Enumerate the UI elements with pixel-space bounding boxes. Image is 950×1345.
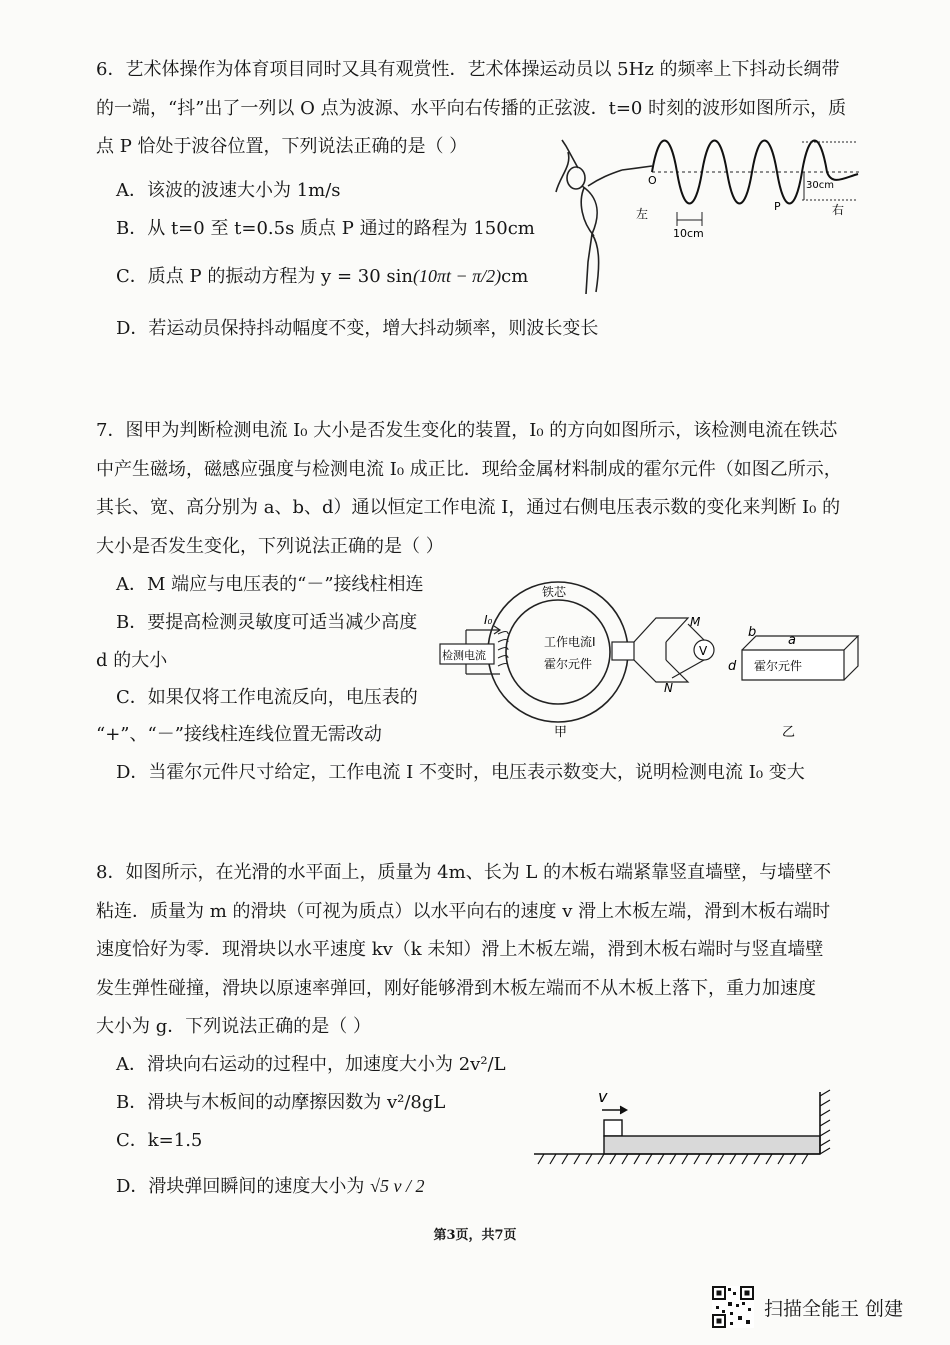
ground-hatch xyxy=(538,1154,808,1164)
label-amplitude: 30cm xyxy=(806,180,834,191)
core-inner xyxy=(506,600,610,704)
label-o: O xyxy=(648,174,657,187)
q6-line-2: 的一端，“抖”出了一列以 O 点为波源、水平向右传播的正弦波．t=0 时刻的波形如图所示，质 xyxy=(96,97,847,119)
hall-box-top xyxy=(742,636,858,650)
m-label: M xyxy=(690,615,701,629)
wall-hatch xyxy=(820,1090,830,1154)
q7-figure xyxy=(436,574,866,746)
figure-yi xyxy=(728,625,858,740)
hall-plane xyxy=(634,618,688,642)
q7-option-c: C．如果仅将工作电流反向，电压表的 xyxy=(116,687,418,708)
q7-stem xyxy=(96,412,856,566)
q7-option-b-cont: d 的大小 xyxy=(96,650,168,671)
yi-a-label: a xyxy=(788,633,796,648)
q7-option-a: A．M 端应与电压表的“－”接线柱相连 xyxy=(116,574,424,595)
q6-option-a: A．该波的波速大小为 1m/s xyxy=(116,180,341,201)
yi-b-label: b xyxy=(748,625,757,640)
q8-option-c: C．k=1.5 xyxy=(116,1130,203,1151)
q8-option-d xyxy=(116,1172,425,1198)
q8-line-3: 速度恰好为零．现滑块以水平速度 kv（k 未知）滑上木板左端，滑到木板右端时与竖直墙壁 xyxy=(96,939,824,960)
label-left: 左 xyxy=(636,207,649,221)
hall-element-small xyxy=(612,642,634,660)
q8-line-2: 粘连．质量为 m 的滑块（可视为质点）以水平向右的速度 v 滑上木板左端，滑到木板右端时 xyxy=(96,900,831,922)
work-current-label: 工作电流I xyxy=(544,635,596,649)
voltmeter-label: V xyxy=(699,644,708,658)
core-outer xyxy=(488,582,628,722)
slider-block xyxy=(604,1120,622,1136)
q7-line-2: 中产生磁场，磁感应强度与检测电流 I₀ 成正比．现给金属材料制成的霍尔元件（如图乙所示， xyxy=(96,458,842,480)
yi-hall-label: 霍尔元件 xyxy=(754,659,803,673)
q8-figure xyxy=(530,1086,852,1170)
q6-line-1: 6．艺术体操作为体育项目同时又具有观赏性．艺术体操运动员以 5Hz 的频率上下抖动长绸带 xyxy=(96,59,840,80)
label-right: 右 xyxy=(832,203,845,217)
q6-option-b: B．从 t=0 至 t=0.5s 质点 P 通过的路程为 150cm xyxy=(116,218,535,239)
detect-label: 检测电流 xyxy=(442,649,486,662)
q6-option-d: D．若运动员保持抖动幅度不变，增大抖动频率，则波长变长 xyxy=(116,318,599,339)
label-p: P xyxy=(774,200,781,213)
q7-line-3: 其长、宽、高分别为 a、b、d）通以恒定工作电流 I，通过右侧电压表示数的变化来判断 I₀ 的 xyxy=(96,497,841,518)
core-label: 铁芯 xyxy=(542,585,567,599)
figure-jia xyxy=(440,582,714,740)
n-label: N xyxy=(664,681,673,695)
q6-option-c-prefix: C．质点 P 的振动方程为 y = 30 sin xyxy=(116,266,413,287)
yi-label: 乙 xyxy=(782,725,796,740)
scanner-stamp-text: 扫描全能王 创建 xyxy=(764,1297,904,1320)
q8-line-1: 8．如图所示，在光滑的水平面上，质量为 4m、长为 L 的木板右端紧靠竖直墙壁，与墙壁不 xyxy=(96,862,832,883)
q8-option-a: A．滑块向右运动的过程中，加速度大小为 2v²/L xyxy=(116,1054,506,1075)
q8-line-5: 大小为 g．下列说法正确的是（ ） xyxy=(96,1016,371,1037)
q7-option-d: D．当霍尔元件尺寸给定，工作电流 I 不变时，电压表示数变大，说明检测电流 I₀ 变大 xyxy=(116,762,805,783)
q7-line-4: 大小是否发生变化，下列说法正确的是（ ） xyxy=(96,535,444,557)
label-wavelength: 10cm xyxy=(673,227,704,240)
i0-label: I₀ xyxy=(484,613,493,627)
q7-line-1: 7．图甲为判断检测电流 I₀ 大小是否发生变化的装置，I₀ 的方向如图所示，该检测电流在铁芯 xyxy=(96,420,838,441)
q6-option-c-formula: (10πt − π/2) xyxy=(412,266,502,286)
q8-option-b: B．滑块与木板间的动摩擦因数为 v²/8gL xyxy=(116,1092,446,1113)
q6-line-3: 点 P 恰处于波谷位置，下列说法正确的是（ ） xyxy=(96,136,468,157)
jia-label: 甲 xyxy=(554,725,568,740)
q8-stem xyxy=(96,854,856,1047)
velocity-label: v xyxy=(598,1087,608,1106)
q6-option-c xyxy=(116,262,528,288)
q7-option-c-cont: “+”、“－”接线柱连线位置无需改动 xyxy=(96,724,382,745)
page-footer: 第3页，共7页 xyxy=(433,1228,517,1243)
scanner-stamp xyxy=(712,1286,903,1328)
board xyxy=(604,1136,820,1154)
q6-wave-figure xyxy=(548,136,860,300)
hall-label: 霍尔元件 xyxy=(544,657,593,671)
q8-option-d-prefix: D．滑块弹回瞬间的速度大小为 xyxy=(116,1176,365,1197)
yi-d-label: d xyxy=(728,659,737,674)
q8-option-d-formula: √5 v / 2 xyxy=(370,1176,425,1196)
q7-option-b: B．要提高检测灵敏度可适当减少高度 xyxy=(116,612,418,633)
qr-code-icon xyxy=(712,1286,754,1328)
q6-option-c-unit: cm xyxy=(501,266,529,287)
q8-line-4: 发生弹性碰撞，滑块以原速率弹回，刚好能够滑到木板左端而不从木板上落下，重力加速度 xyxy=(96,977,816,999)
